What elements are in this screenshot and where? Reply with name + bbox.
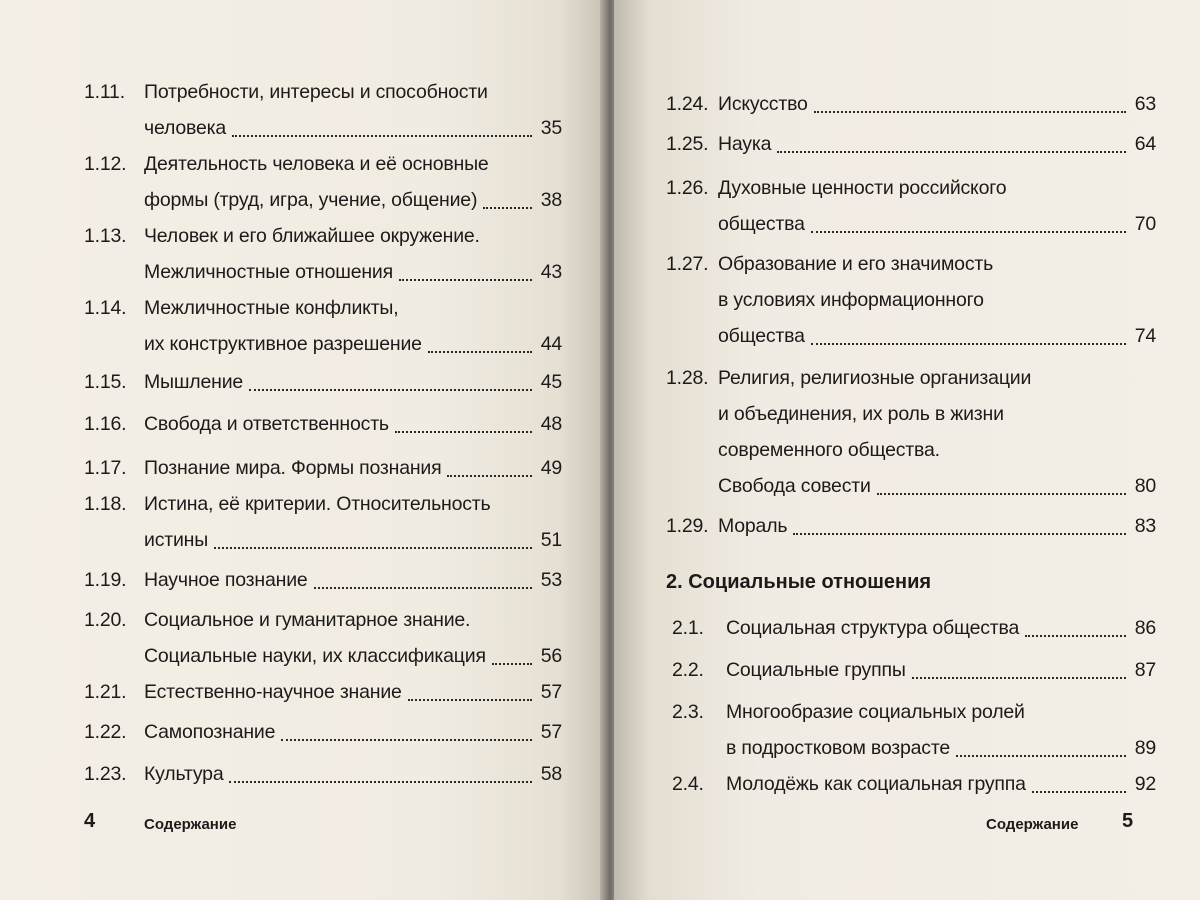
toc-entry-title-line: Искусство: [718, 93, 808, 115]
toc-entry-page-number: 57: [540, 681, 562, 703]
section-heading: 2. Социальные отношения: [666, 571, 932, 593]
toc-entry: [84, 290, 562, 362]
toc-entry-last-line: [726, 610, 1156, 646]
dot-leader: [492, 663, 532, 665]
toc-entry-last-line: [718, 318, 1156, 354]
toc-entry-body: [726, 610, 1156, 646]
dot-leader: [408, 699, 532, 701]
dot-leader: [232, 135, 532, 137]
toc-entry-last-line: [718, 508, 1156, 544]
toc-entry-last-line: [718, 206, 1156, 242]
toc-entry-last-line: [144, 182, 562, 218]
toc-entry-number: 1.14.: [84, 297, 127, 319]
toc-entry-number: 1.17.: [84, 457, 127, 479]
toc-entry: [666, 508, 1156, 544]
toc-entry-page-number: 87: [1134, 659, 1156, 681]
toc-entry: [84, 406, 562, 442]
toc-entry-last-line: [144, 756, 562, 792]
toc-entry-title-line: Духовные ценности российского: [718, 177, 1007, 199]
toc-entry-body: [718, 170, 1156, 242]
toc-entry-number: 1.11.: [84, 81, 125, 103]
toc-entry-title-line: Наука: [718, 133, 772, 155]
toc-entry-page-number: 53: [540, 569, 562, 591]
toc-entry-last-line: [718, 86, 1156, 122]
toc-entry-page-number: 92: [1134, 773, 1156, 795]
toc-entry-body: [144, 364, 562, 400]
toc-entry-body: [144, 562, 562, 598]
toc-entry-page-number: 48: [540, 413, 562, 435]
dot-leader: [793, 533, 1126, 535]
toc-entry-last-line: [144, 110, 562, 146]
toc-entry-number: 1.25.: [666, 133, 709, 155]
toc-entry: [666, 610, 1156, 646]
toc-entry-last-line: [144, 450, 562, 486]
toc-entry: [84, 364, 562, 400]
toc-entry-last-line: [144, 364, 562, 400]
toc-entry-last-line: [144, 522, 562, 558]
dot-leader: [447, 475, 532, 477]
toc-entry-last-line: [144, 326, 562, 362]
toc-entry-title-line: Культура: [144, 763, 224, 785]
toc-entry-title-line: Социальные науки, их классификация: [144, 645, 486, 667]
toc-entry-last-line: [726, 766, 1156, 802]
toc-entry-last-line: [144, 674, 562, 710]
toc-entry-last-line: [144, 406, 562, 442]
dot-leader: [483, 207, 532, 209]
toc-entry: [666, 694, 1156, 766]
toc-entry-body: [144, 450, 562, 486]
toc-entry-number: 1.12.: [84, 153, 127, 175]
toc-entry-body: [718, 508, 1156, 544]
toc-entry-body: [144, 218, 562, 290]
toc-entry-body: [718, 126, 1156, 162]
toc-entry: [666, 360, 1156, 504]
toc-entry-number: 1.15.: [84, 371, 127, 393]
toc-entry-number: 1.27.: [666, 253, 709, 275]
toc-entry-number: 2.4.: [672, 773, 704, 795]
toc-entry-title-line: Истина, её критерии. Относительность: [144, 493, 491, 515]
toc-entry-body: [726, 694, 1156, 766]
toc-entry: [84, 714, 562, 750]
toc-entry-body: [144, 406, 562, 442]
dot-leader: [811, 231, 1126, 233]
toc-entry: [84, 146, 562, 218]
toc-entry-page-number: 38: [540, 189, 562, 211]
toc-entry-last-line: [144, 562, 562, 598]
toc-entry-page-number: 74: [1134, 325, 1156, 347]
dot-leader: [1032, 791, 1126, 793]
toc-entry-title-line: современного общества.: [718, 439, 940, 461]
toc-entry-number: 1.22.: [84, 721, 127, 743]
toc-entry-body: [144, 714, 562, 750]
toc-entry-title-line: Научное познание: [144, 569, 308, 591]
toc-entry-number: 2.3.: [672, 701, 704, 723]
toc-entry: [84, 674, 562, 710]
toc-entry: [666, 126, 1156, 162]
toc-entry-last-line: [718, 126, 1156, 162]
toc-entry-title-line: Самопознание: [144, 721, 276, 743]
toc-entry-body: [144, 146, 562, 218]
dot-leader: [814, 111, 1126, 113]
toc-entry-title-line: Социальное и гуманитарное знание.: [144, 609, 471, 631]
toc-entry: [84, 756, 562, 792]
toc-entry-title-line: Потребности, интересы и способности: [144, 81, 488, 103]
toc-entry-title-line: формы (труд, игра, учение, общение): [144, 189, 478, 211]
toc-entry-title-line: Мышление: [144, 371, 244, 393]
dot-leader: [428, 351, 532, 353]
toc-entry-number: 2.2.: [672, 659, 704, 681]
toc-entry-title-line: в условиях информационного: [718, 289, 984, 311]
left-running-title: Содержание: [144, 816, 237, 833]
toc-entry-last-line: [144, 254, 562, 290]
toc-entry-page-number: 63: [1134, 93, 1156, 115]
toc-entry-page-number: 35: [540, 117, 562, 139]
toc-entry-body: [144, 290, 562, 362]
toc-entry-body: [726, 652, 1156, 688]
left-page-number: 4: [84, 810, 96, 832]
toc-entry-title-line: Мораль: [718, 515, 788, 537]
toc-entry-page-number: 86: [1134, 617, 1156, 639]
toc-entry-title-line: Образование и его значимость: [718, 253, 994, 275]
dot-leader: [811, 343, 1126, 345]
toc-entry-page-number: 64: [1134, 133, 1156, 155]
dot-leader: [214, 547, 532, 549]
toc-entry-number: 1.29.: [666, 515, 709, 537]
toc-entry-page-number: 43: [540, 261, 562, 283]
toc-entry-body: [718, 360, 1156, 504]
toc-entry: [84, 74, 562, 146]
toc-entry-page-number: 49: [540, 457, 562, 479]
toc-entry-page-number: 45: [540, 371, 562, 393]
toc-entry-body: [718, 246, 1156, 354]
toc-entry-page-number: 89: [1134, 737, 1156, 759]
toc-entry-body: [144, 756, 562, 792]
toc-entry-number: 1.26.: [666, 177, 709, 199]
dot-leader: [912, 677, 1126, 679]
toc-entry-title-line: в подростковом возрасте: [726, 737, 951, 759]
toc-entry-body: [726, 766, 1156, 802]
toc-entry-number: 1.19.: [84, 569, 127, 591]
dot-leader: [229, 781, 532, 783]
toc-entry-last-line: [718, 468, 1156, 504]
dot-leader: [395, 431, 532, 433]
toc-entry-number: 1.16.: [84, 413, 127, 435]
toc-entry-title-line: Человек и его ближайшее окружение.: [144, 225, 480, 247]
toc-entry-page-number: 57: [540, 721, 562, 743]
toc-entry-title-line: Деятельность человека и её основные: [144, 153, 489, 175]
toc-entry-number: 1.24.: [666, 93, 709, 115]
toc-entry-body: [144, 674, 562, 710]
toc-entry-body: [144, 486, 562, 558]
toc-entry-title-line: их конструктивное разрешение: [144, 333, 422, 355]
toc-entry-title-line: Свобода и ответственность: [144, 413, 389, 435]
dot-leader: [399, 279, 532, 281]
dot-leader: [877, 493, 1126, 495]
toc-entry-number: 1.18.: [84, 493, 127, 515]
toc-entry-number: 1.23.: [84, 763, 127, 785]
toc-entry-last-line: [144, 638, 562, 674]
toc-entry-title-line: Свобода совести: [718, 475, 871, 497]
toc-entry-page-number: 70: [1134, 213, 1156, 235]
toc-entry: [666, 246, 1156, 354]
toc-entry-title-line: Религия, религиозные организации: [718, 367, 1032, 389]
dot-leader: [314, 587, 532, 589]
toc-entry: [666, 652, 1156, 688]
toc-entry-title-line: Межличностные отношения: [144, 261, 393, 283]
dot-leader: [956, 755, 1126, 757]
toc-entry: [84, 486, 562, 558]
toc-entry-page-number: 56: [540, 645, 562, 667]
toc-entry-title-line: Межличностные конфликты,: [144, 297, 399, 319]
toc-entry-title-line: общества: [718, 213, 805, 235]
toc-entry-page-number: 44: [540, 333, 562, 355]
toc-entry-title-line: Многообразие социальных ролей: [726, 701, 1025, 723]
toc-entry-title-line: Социальные группы: [726, 659, 906, 681]
dot-leader: [777, 151, 1126, 153]
toc-entry-title-line: Естественно-научное знание: [144, 681, 402, 703]
toc-entry: [84, 450, 562, 486]
right-page: [614, 0, 1200, 900]
toc-entry: [666, 170, 1156, 242]
toc-entry-body: [718, 86, 1156, 122]
toc-entry: [84, 602, 562, 674]
dot-leader: [249, 389, 532, 391]
dot-leader: [281, 739, 532, 741]
toc-entry-page-number: 51: [540, 529, 562, 551]
toc-entry-body: [144, 74, 562, 146]
toc-entry-number: 1.21.: [84, 681, 127, 703]
toc-entry: [666, 86, 1156, 122]
toc-entry: [666, 766, 1156, 802]
toc-entry-page-number: 58: [540, 763, 562, 785]
toc-entry-page-number: 80: [1134, 475, 1156, 497]
toc-entry-title-line: человека: [144, 117, 226, 139]
toc-entry-last-line: [144, 714, 562, 750]
toc-entry-body: [144, 602, 562, 674]
toc-entry-last-line: [726, 652, 1156, 688]
toc-entry-title-line: Социальная структура общества: [726, 617, 1020, 639]
toc-entry-number: 2.1.: [672, 617, 704, 639]
toc-entry: [84, 562, 562, 598]
toc-entry-title-line: и объединения, их роль в жизни: [718, 403, 1004, 425]
toc-entry-title-line: Познание мира. Формы познания: [144, 457, 442, 479]
toc-entry-number: 1.28.: [666, 367, 709, 389]
dot-leader: [1025, 635, 1126, 637]
toc-entry-title-line: истины: [144, 529, 209, 551]
toc-entry-page-number: 83: [1134, 515, 1156, 537]
toc-entry-title-line: Молодёжь как социальная группа: [726, 773, 1026, 795]
right-running-title: Содержание: [986, 816, 1079, 833]
toc-entry-last-line: [726, 730, 1156, 766]
right-page-number: 5: [1122, 810, 1134, 832]
toc-entry: [84, 218, 562, 290]
toc-entry-number: 1.20.: [84, 609, 127, 631]
toc-entry-number: 1.13.: [84, 225, 127, 247]
toc-entry-title-line: общества: [718, 325, 805, 347]
